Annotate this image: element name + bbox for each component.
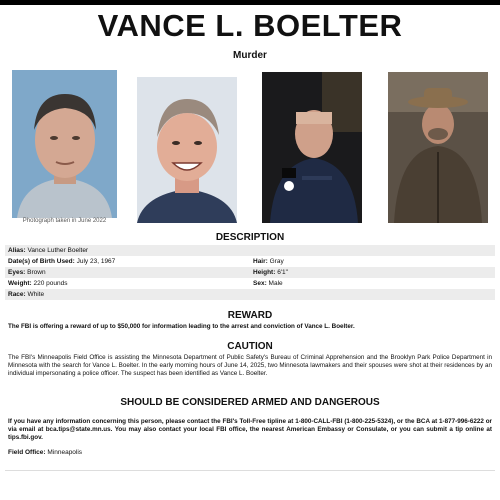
table-cell: Sex: Male [253,280,283,287]
table-cell: Date(s) of Birth Used: July 23, 1967 [8,258,116,265]
table-cell: Weight: 220 pounds [8,280,68,287]
field-office [8,449,82,456]
suspect-photo-4 [388,72,488,223]
suspect-photo-1 [12,70,117,218]
poster-title: VANCE L. BOELTER [97,8,403,43]
table-cell [250,245,495,256]
table-row [5,278,495,289]
divider [5,470,495,471]
top-border [0,0,500,5]
table-row [5,267,495,278]
suspect-photo-3 [262,72,362,223]
reward-text: The FBI is offering a reward of up to $50,000 for information leading to the arrest and conviction of Vance L. Boelter. [8,323,355,330]
caution-heading: CAUTION [227,341,273,352]
table-row [5,256,495,267]
reward-heading: REWARD [227,310,273,321]
table-row [5,289,495,300]
table-cell [250,289,495,300]
table-cell: Alias: Vance Luther Boelter [8,247,89,254]
field-office-label: Field Office: [8,449,46,456]
charge-label: Murder [233,50,267,61]
table-row [5,245,495,256]
suspect-photo-2 [137,77,237,223]
table-cell: Race: White [8,291,45,298]
field-office-value: Minneapolis [47,449,83,456]
caution-text: The FBI's Minneapolis Field Office is assisting the Minnesota Department of Public Safety's Bureau of Criminal Apprehension and the Brooklyn Park Police Department in Minnesota with the search for Vance L. Boelter. In the early morning hours of June 14, 2025, two Minnesota lawmakers and their spouses were shot at their residences by an individual impersonating a police officer. The suspect has been identified as Vance L. Boelter. [8,354,492,377]
table-cell: Eyes: Brown [8,269,46,276]
description-table [5,245,495,300]
photo-caption: Photograph taken in June 2022 [22,218,107,224]
contact-text: If you have any information concerning this person, please contact the FBI's Toll-Free tipline at 1-800-CALL-FBI (1-800-225-5324), or the BCA at 1-877-996-6222 or via email at bca.tips@state.mn.us. You may also contact your local FBI office, the nearest American Embassy or Consulate, or you can submit a tip online at tips.fbi.gov. [8,418,492,441]
armed-warning: SHOULD BE CONSIDERED ARMED AND DANGEROUS [120,397,380,408]
description-heading: DESCRIPTION [215,232,285,243]
table-cell: Hair: Gray [253,258,284,265]
table-cell: Height: 6'1" [253,269,288,276]
